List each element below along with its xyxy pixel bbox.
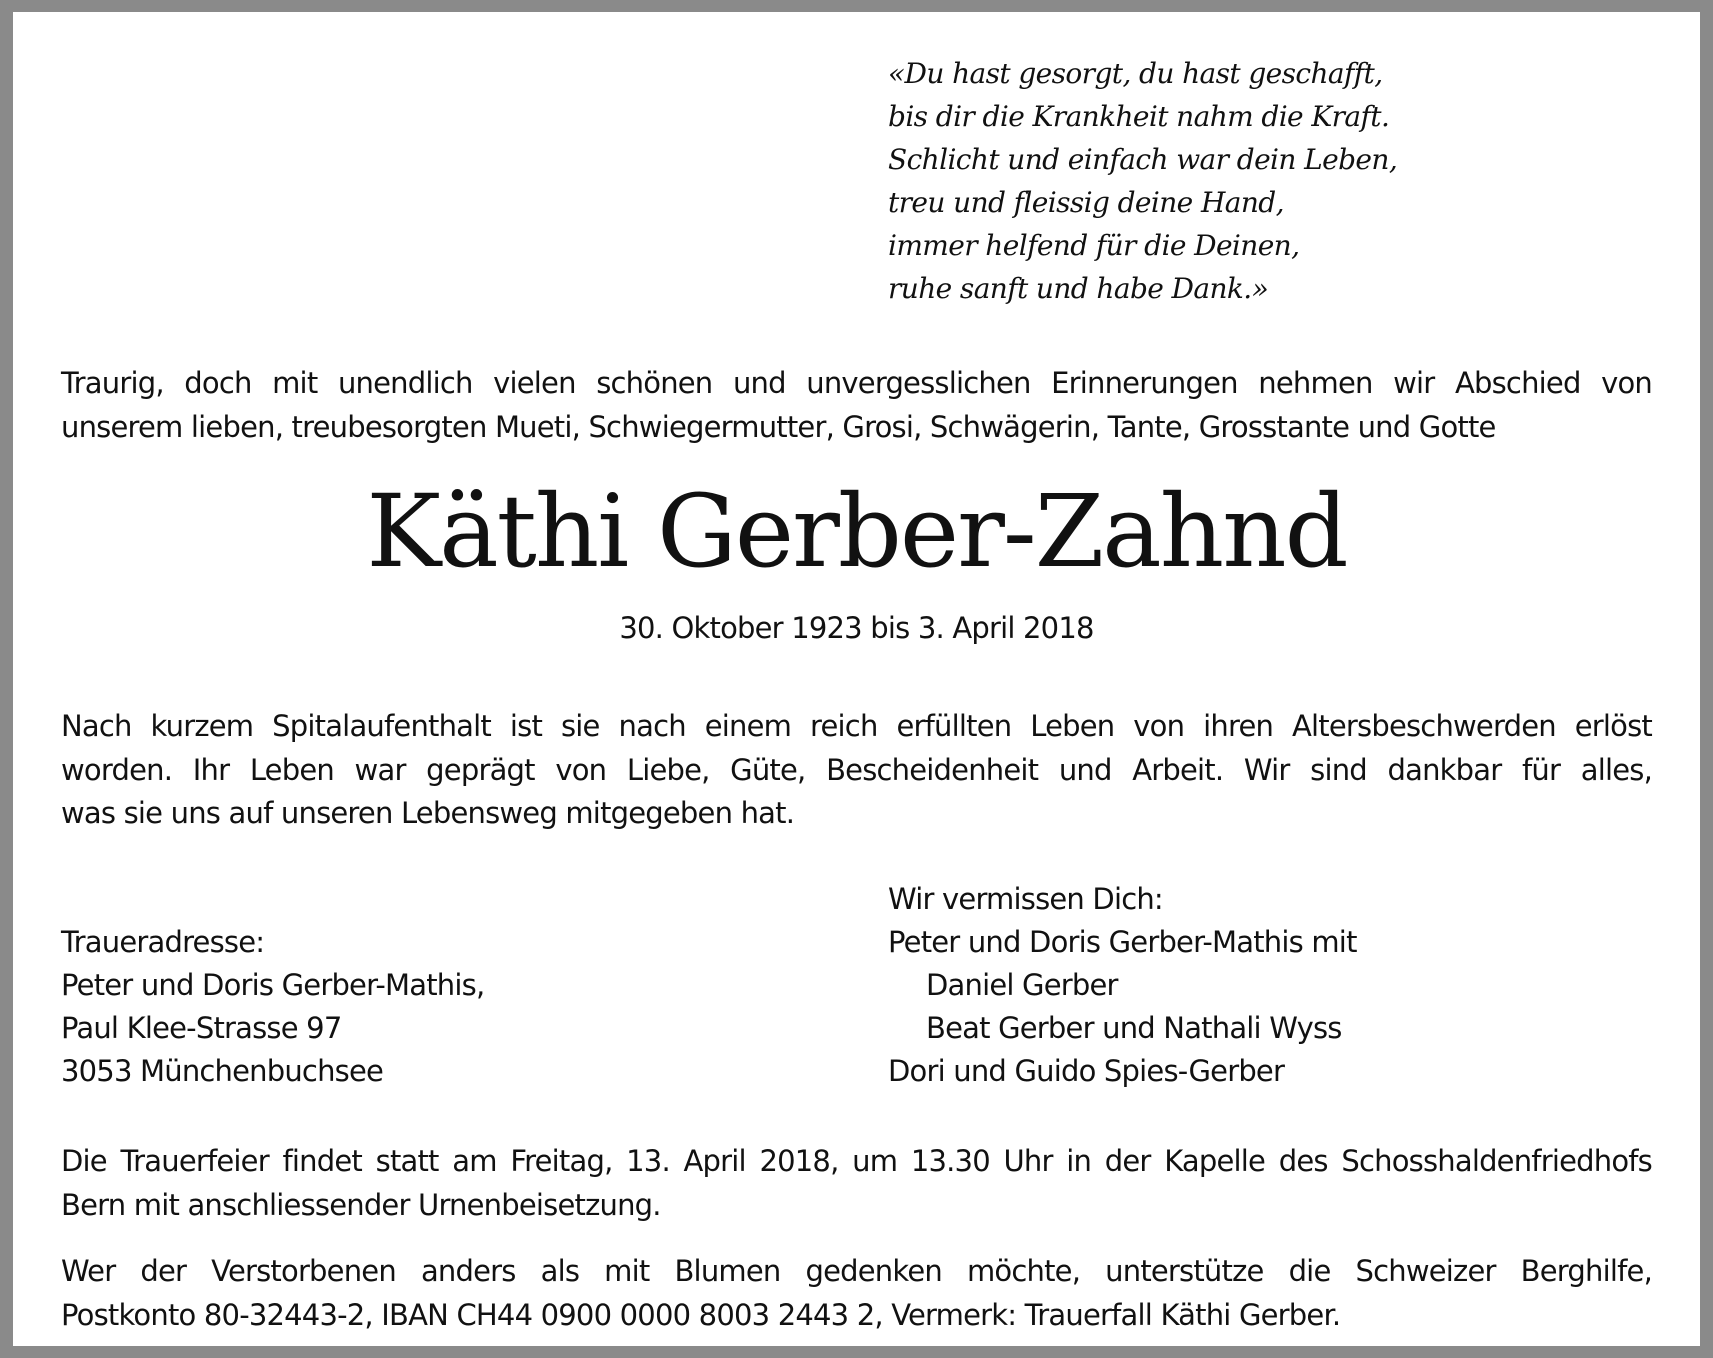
ceremony-line: Die Trauerfeier findet statt am Freitag, 13. April 2018, um 13.30 Uhr in der Kapelle des Schosshaldenfriedhofs — [61, 1144, 1652, 1178]
life-dates: 30. Oktober 1923 bis 3. April 2018 — [619, 611, 1094, 645]
bio-paragraph — [61, 705, 1652, 836]
address-line: Paul Klee-Strasse 97 — [61, 1011, 342, 1045]
obituary-sheet — [13, 12, 1700, 1346]
intro-line: unserem lieben, treubesorgten Mueti, Schwiegermutter, Grosi, Schwägerin, Tante, Grosstante und Gotte — [61, 409, 1496, 444]
family-member: Beat Gerber und Nathali Wyss — [926, 1011, 1342, 1045]
intro-line: Traurig, doch mit unendlich vielen schönen und unvergesslichen Erinnerungen nehmen wir Abschied von — [61, 366, 1652, 400]
donation-line: Wer der Verstorbenen anders als mit Blumen gedenken möchte, unterstütze die Schweizer Berghilfe, — [61, 1254, 1652, 1288]
family-member: Dori und Guido Spies-Gerber — [888, 1054, 1285, 1088]
family-member: Peter und Doris Gerber-Mathis mit — [888, 925, 1357, 959]
bio-line: Nach kurzem Spitalaufenthalt ist sie nach einem reich erfüllten Leben von ihren Altersbeschwerden erlöst — [61, 709, 1652, 743]
poem-line: ruhe sanft und habe Dank.» — [888, 272, 1269, 305]
mourning-address — [61, 921, 484, 1093]
family-heading: Wir vermissen Dich: — [888, 882, 1163, 916]
poem-line: bis dir die Krankheit nahm die Kraft. — [888, 100, 1390, 133]
poem-line: «Du hast gesorgt, du hast geschafft, — [888, 57, 1383, 90]
poem-line: immer helfend für die Deinen, — [888, 229, 1300, 262]
intro-paragraph — [61, 362, 1652, 449]
family-list — [888, 878, 1357, 1093]
address-label: Traueradresse: — [61, 925, 265, 959]
poem-line: treu und fleissig deine Hand, — [888, 186, 1284, 219]
ceremony-paragraph — [61, 1140, 1652, 1227]
donation-paragraph — [61, 1250, 1652, 1337]
bio-line: was sie uns auf unseren Lebensweg mitgegeben hat. — [61, 796, 795, 830]
family-member: Daniel Gerber — [926, 968, 1118, 1002]
memorial-poem — [888, 52, 1397, 310]
deceased-name: Käthi Gerber-Zahnd — [366, 473, 1347, 590]
bio-line: worden. Ihr Leben war geprägt von Liebe, Güte, Bescheidenheit und Arbeit. Wir sind dankbar für alles, — [61, 752, 1652, 787]
poem-line: Schlicht und einfach war dein Leben, — [888, 143, 1398, 176]
ceremony-line: Bern mit anschliessender Urnenbeisetzung. — [61, 1187, 661, 1222]
address-line: 3053 Münchenbuchsee — [61, 1054, 384, 1088]
address-line: Peter und Doris Gerber-Mathis, — [61, 968, 485, 1002]
donation-line: Postkonto 80-32443-2, IBAN CH44 0900 0000 8003 2443 2, Vermerk: Trauerfall Käthi Gerber. — [61, 1297, 1341, 1332]
